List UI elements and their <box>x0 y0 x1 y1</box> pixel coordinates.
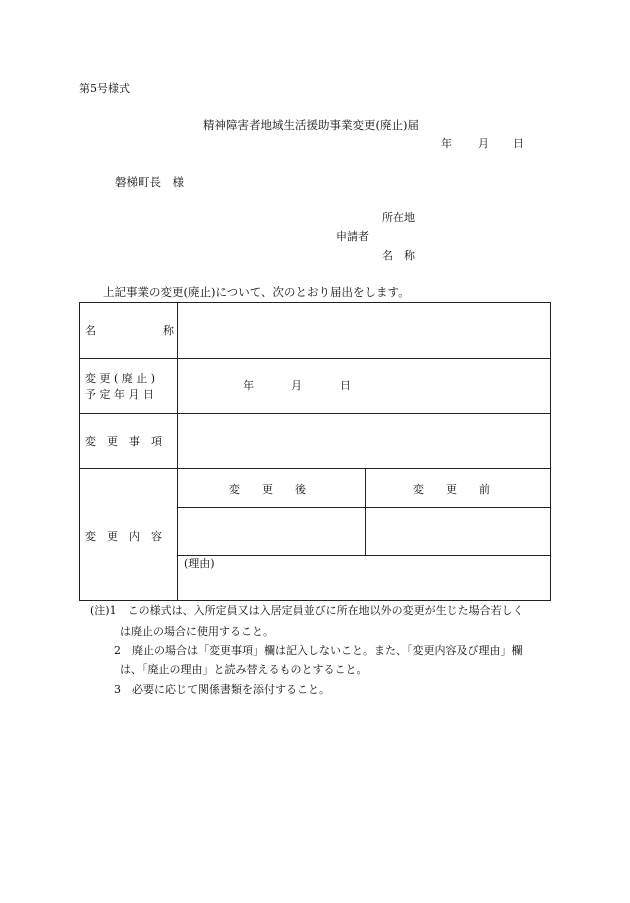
note-2-line1: 2 廃止の場合は「変更事項」欄は記入しないこと。また、「変更内容及び理由」欄 <box>114 644 523 657</box>
schedule-year: 年 <box>243 379 254 392</box>
detail-header-divider <box>177 507 550 508</box>
change-item-label: 変 更 事 項 <box>85 435 162 448</box>
before-after-divider <box>365 468 366 555</box>
reason-divider <box>177 555 550 556</box>
row-divider-3 <box>80 468 550 469</box>
schedule-label-line2: 予 定 年 月 日 <box>85 388 154 401</box>
note-1-line1: (注)1 この様式は、入所定員又は入居定員並びに所在地以外の変更が生じた場合若しく <box>90 604 524 617</box>
name-label-left: 名 <box>85 324 96 337</box>
intro-text: 上記事業の変更(廃止)について、次のとおり届出をします。 <box>103 285 410 299</box>
reason-label: (理由) <box>184 557 215 570</box>
schedule-label-line1: 変 更 ( 廃 止 ) <box>85 372 156 385</box>
note-1-line2: は廃止の場合に使用すること。 <box>120 625 274 638</box>
form-table <box>79 302 551 601</box>
note-3: 3 必要に応じて関係書類を添付すること。 <box>114 683 330 696</box>
after-header: 変 更 後 <box>229 483 306 496</box>
row-divider-1 <box>80 358 550 359</box>
schedule-month: 月 <box>291 379 302 392</box>
before-header: 変 更 前 <box>413 483 490 496</box>
form-number: 第5号様式 <box>79 82 130 95</box>
change-detail-label: 変 更 内 容 <box>85 530 162 543</box>
applicant-name-label: 名 称 <box>382 249 415 262</box>
schedule-day: 日 <box>340 379 351 392</box>
date-year: 年 <box>441 137 452 150</box>
applicant-address-label: 所在地 <box>382 211 415 224</box>
row-divider-2 <box>80 413 550 414</box>
note-2-line2: は、「廃止の理由」と読み替えるものとすること。 <box>120 663 368 676</box>
applicant-role-label: 申請者 <box>336 230 369 243</box>
form-title: 精神障害者地域生活援助事業変更(廃止)届 <box>203 118 419 132</box>
addressee: 磐梯町長 様 <box>115 175 184 189</box>
date-day: 日 <box>513 137 524 150</box>
name-label-right: 称 <box>163 324 174 337</box>
date-month: 月 <box>478 137 489 150</box>
